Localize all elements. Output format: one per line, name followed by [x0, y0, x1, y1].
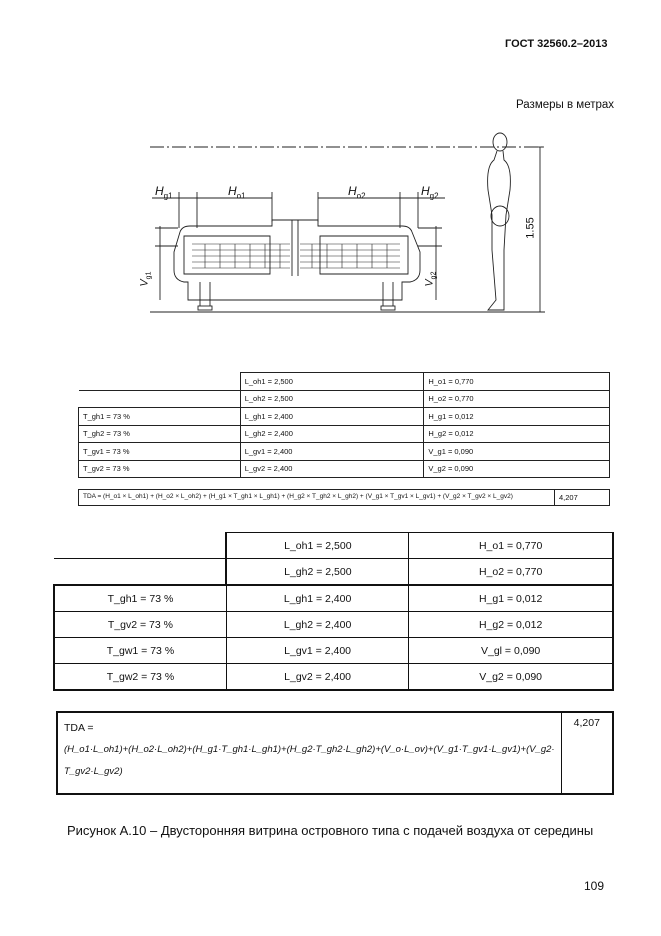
small-parameter-table: L_oh1 = 2,500 H_o1 = 0,770 L_oh2 = 2,500 H_o2 = 0,770 T_gh1 = 73 % L_gh1 = 2,400 H_g1 = 0,012 T_gh2 = 73 % L_gh2 = 2,400 H_g2 = 0,012 T_gv1 = 73 % L_gv1 = 2,400 V_g1 = 0,090 T_gv2 = 73 % L_gv2 = 2,400 V_g2 = 0,090 — [78, 372, 610, 478]
dim-vg2: $V_{g2}$ — [423, 271, 438, 287]
big-tda-row — [56, 711, 614, 795]
figure-caption: Рисунок А.10 – Двусторонняя витрина островного типа с подачей воздуха от середины — [67, 823, 594, 838]
big-parameter-table: L_oh1 = 2,500 H_o1 = 0,770 L_gh2 = 2,500 H_o2 = 0,770 T_gh1 = 73 % L_gh1 = 2,400 H_g1 = 0,012 T_gv2 = 73 % L_gh2 = 2,400 H_g2 = 0,012 T_gw1 = 73 % L_gv1 = 2,400 V_gl = 0,090 T_gw2 = 73 % L_gv2 = 2,400 V_g2 = 0,090 — [53, 532, 614, 691]
dim-height: 1.55 — [524, 217, 537, 239]
dim-ho2: $H_{o2}$ — [348, 184, 366, 201]
units-note: Размеры в метрах — [516, 99, 615, 111]
big-tda-formula: TDA = (H_o1·L_oh1)+(H_o2·L_oh2)+(H_g1·T_gh1·L_gh1)+(H_g2·T_gh2·L_gh2)+(V_o·L_ov)+(V_g1·T_gv1·L_gv1)+(V_g2· T_gv2·L_gv2) — [58, 713, 562, 793]
small-tda-formula: TDA = (H_o1 × L_oh1) + (H_o2 × L_oh2) + (H_g1 × T_gh1 × L_gh1) + (H_g2 × T_gh2 × L_gh2) + (V_g1 × T_gv1 × L_gv1) + (V_g2 × T_gv2 × L_gv2) — [79, 490, 555, 505]
small-tda-value: 4,207 — [559, 493, 578, 502]
person-figure — [488, 133, 511, 310]
dim-ho1: $H_{o1}$ — [228, 184, 246, 201]
dim-hg1: $H_{g1}$ — [155, 184, 173, 201]
standard-header: ГОСТ 32560.2–2013 — [505, 38, 608, 50]
dim-hg2: $H_{g2}$ — [421, 184, 439, 201]
small-tda-row — [78, 489, 610, 506]
big-tda-value: 4,207 — [573, 717, 600, 729]
dim-vg1: $V_{g1}$ — [138, 271, 153, 287]
display-case-drawing — [0, 0, 661, 340]
page-number: 109 — [584, 879, 605, 893]
